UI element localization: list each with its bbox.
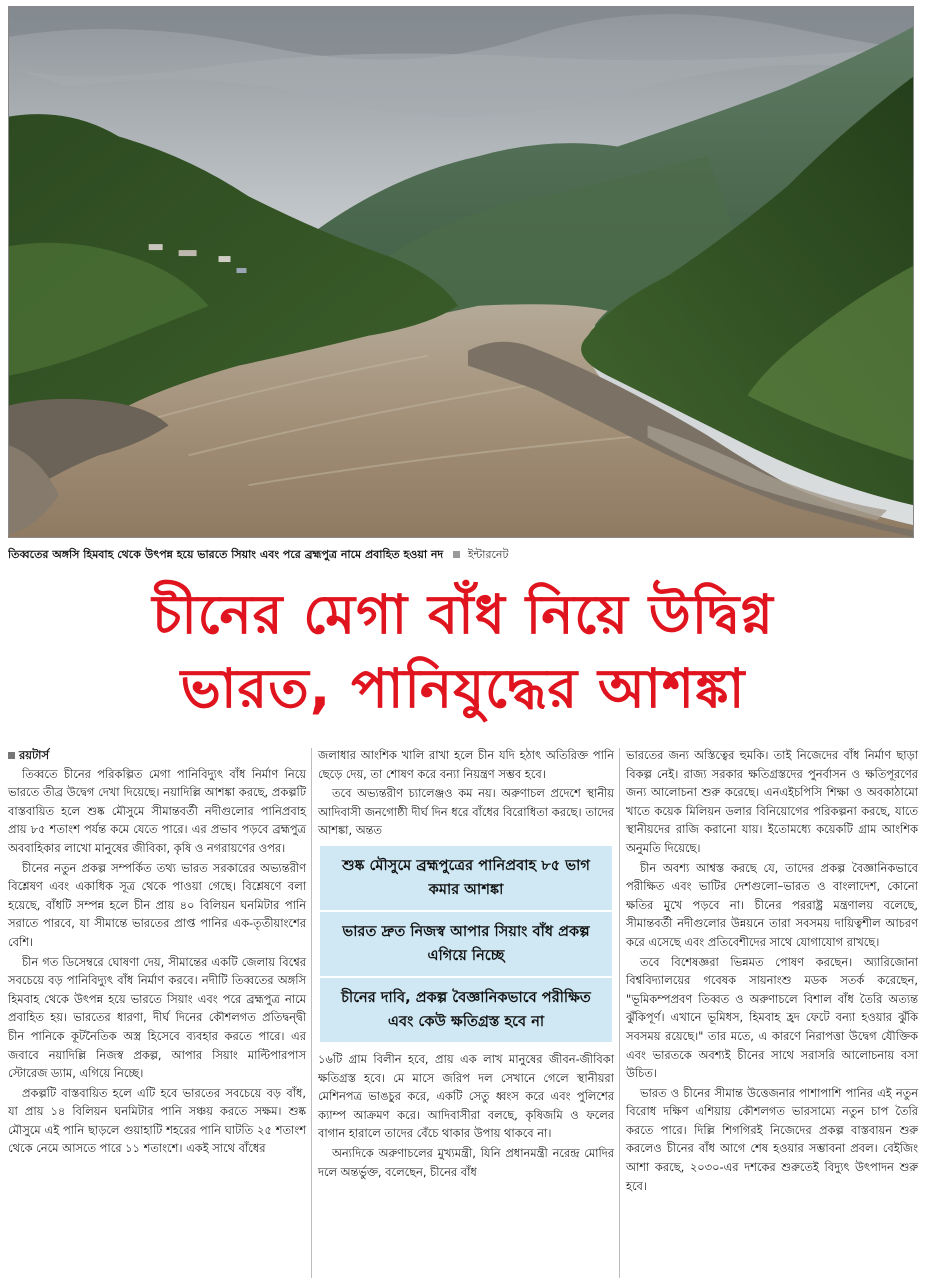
article-column-2 bbox=[318, 746, 614, 1182]
article-column-1 bbox=[8, 746, 306, 1159]
headline bbox=[0, 578, 926, 726]
paragraph: চীন গত ডিসেম্বরে ঘোষণা দেয়, সীমান্তের একটি জেলায় বিশ্বের সবচেয়ে বড় পানিবিদ্যুৎ বাঁধ নির্মাণ করবে। নদীটি তিব্বতের অঙ্গসি হিমবাহ থেকে উৎপন্ন হয়ে ভারতে সিয়াং এবং পরে ব্রহ্মপুত্র নামে প্রবাহিত হয়। ভারতের ধারণা, দীর্ঘ দিনের কৌশলগত প্রতিদ্বন্দ্বী চীন পানিকে কূটনৈতিক অস্ত্র হিসেবে ব্যবহার করতে পারে। এর জবাবে নয়াদিল্লি নিজস্ব প্রকল্প, আপার সিয়াং মাল্টিপারপাস স্টোরেজ ড্যাম, এগিয়ে নিচ্ছে। bbox=[8, 954, 306, 1081]
paragraph: চীন অবশ্য আশ্বস্ত করছে যে, তাদের প্রকল্প বৈজ্ঞানিকভাবে পরীক্ষিত এবং ভাটির দেশগুলো–ভারত ও বাংলাদেশ, কোনো ক্ষতির মুখে পড়বে না। চীনের পররাষ্ট্র মন্ত্রণালয় বলেছে, সীমান্তবর্তী নদীগুলোর উন্নয়নে তারা সবসময় দায়িত্বশীল আচরণ করে এসেছে এবং প্রতিবেশীদের সাথে যোগাযোগ রাখছে। bbox=[626, 860, 918, 949]
pull-quote-box bbox=[320, 846, 612, 1042]
paragraph: অন্যদিকে অরুণাচলের মুখ্যমন্ত্রী, যিনি প্রধানমন্ত্রী নরেন্দ্র মোদির দলে অন্তর্ভুক্ত, বলেছেন, চীনের বাঁধ bbox=[318, 1145, 614, 1179]
pull-quote: শুষ্ক মৌসুমে ব্রহ্মপুত্রের পানিপ্রবাহ ৮৫ ভাগ কমার আশঙ্কা bbox=[320, 846, 612, 912]
caption-separator-icon bbox=[453, 551, 460, 558]
paragraph: জলাধার আংশিক খালি রাখা হলে চীন যদি হঠাৎ অতিরিক্ত পানি ছেড়ে দেয়, তা শোষণ করে বন্যা নিয়ন্ত্রণ সম্ভব হবে। bbox=[318, 748, 614, 781]
pull-quote: চীনের দাবি, প্রকল্প বৈজ্ঞানিকভাবে পরীক্ষিত এবং কেউ ক্ষতিগ্রস্ত হবে না bbox=[341, 988, 591, 1030]
article-body bbox=[0, 746, 926, 1286]
headline-line-2: ভারত, পানিযুদ্ধের আশঙ্কা bbox=[180, 657, 746, 720]
paragraph: ১৬টি গ্রাম বিলীন হবে, প্রায় এক লাখ মানুষের জীবন-জীবিকা ক্ষতিগ্রস্ত হবে। মে মাসে জরিপ দল সেখানে গেলে স্থানীয়রা মেশিনপত্র ভাঙচুর করে, একটি সেতু ধ্বংস করে এবং পুলিশের ক্যাম্প আক্রমণ করে। আদিবাসীরা বলছে, কৃষিজমি ও ফলের বাগান হারালে তাদের বেঁচে থাকার উপায় থাকবে না। bbox=[318, 1051, 614, 1141]
river-valley-photo bbox=[8, 6, 914, 538]
paragraph: ভারতের জন্য অস্তিত্বের হুমকি। তাই নিজেদের বাঁধ নির্মাণ ছাড়া বিকল্প নেই। রাজ্য সরকার ক্ষতিগ্রস্তদের পুনর্বাসন ও ক্ষতিপূরণের জন্য আলোচনা শুরু করেছে। এনএইচপিসি শিক্ষা ও অবকাঠামো খাতে কয়েক মিলিয়ন ডলার বিনিয়োগের পরিকল্পনা করছে, যাতে স্থানীয়দের রাজি করানো যায়। ইতোমধ্যে কয়েকটি গ্রাম আংশিক অনুমতি দিয়েছে। bbox=[626, 748, 918, 855]
headline-line-1: চীনের মেগা বাঁধ নিয়ে উদ্বিগ্ন bbox=[152, 583, 774, 646]
photo-credit: ইন্টারনেট bbox=[467, 548, 509, 561]
paragraph: প্রকল্পটি বাস্তবায়িত হলে এটি হবে ভারতের সবচেয়ে বড় বাঁধ, যা প্রায় ১৪ বিলিয়ন ঘনমিটার পানি সঞ্চয় করতে সক্ষম। শুষ্ক মৌসুমে এই পানি ছাড়লে গুয়াহাটি শহরের পানি ঘাটতি ২৫ শতাংশ থেকে নেমে আসতে পারে ১১ শতাংশে। একই সাথে বাঁধের bbox=[8, 1085, 306, 1156]
caption-text: তিব্বতের অঙ্গসি হিমবাহ থেকে উৎপন্ন হয়ে ভারতে সিয়াং এবং পরে ব্রহ্মপুত্র নামে প্রবাহিত হওয়া নদ bbox=[8, 548, 444, 561]
river-landscape-illustration bbox=[9, 7, 913, 537]
byline-bullet-icon bbox=[8, 752, 15, 759]
byline bbox=[8, 746, 306, 765]
paragraph: ভারত ও চীনের সীমান্ত উত্তেজনার পাশাপাশি পানির এই নতুন বিরোধ দক্ষিণ এশিয়ায় কৌশলগত ভারসাম্যে নতুন চাপ তৈরি করতে পারে। দিল্লি শিগগিরই নিজেদের প্রকল্প বাস্তবায়ন শুরু করলেও চীনের বাঁধ আগে শেষ হওয়ার সম্ভাবনা প্রবল। বেইজিং আশা করছে, ২০৩০-এর দশকের শুরুতেই বিদ্যুৎ উৎপাদন শুরু হবে। bbox=[626, 1085, 918, 1193]
paragraph: তবে বিশেষজ্ঞরা ভিন্নমত পোষণ করছেন। অ্যারিজোনা বিশ্ববিদ্যালয়ের গবেষক সায়নাংশু মডক সতর্ক করেছেন, "ভূমিকম্পপ্রবণ তিব্বত ও অরুণাচলে বিশাল বাঁধ তৈরি অত্যন্ত ঝুঁকিপূর্ণ। এখানে ভূমিধস, হিমবাহ হ্রদ ফেটে বন্যা হওয়ার ঝুঁকি সবসময় রয়েছে।" তার মতে, এ কারণে নিরাপত্তা উদ্বেগ যৌক্তিক এবং ভারতকে অবশ্যই চীনের সাথে সরাসরি আলোচনায় বসা উচিত। bbox=[626, 954, 918, 1081]
paragraph: তবে অভ্যন্তরীণ চ্যালেঞ্জও কম নয়। অরুণাচল প্রদেশে স্থানীয় আদিবাসী জনগোষ্ঠী দীর্ঘ দিন ধরে বাঁধের বিরোধিতা করছে। তাদের আশঙ্কা, অন্তত bbox=[318, 786, 614, 838]
paragraph: তিব্বতে চীনের পরিকল্পিত মেগা পানিবিদ্যুৎ বাঁধ নির্মাণ নিয়ে ভারতে তীব্র উদ্বেগ দেখা দিয়েছে। নয়াদিল্লি আশঙ্কা করছে, প্রকল্পটি বাস্তবায়িত হলে শুষ্ক মৌসুমে সীমান্তবর্তী নদীগুলোর পানিপ্রবাহ প্রায় ৮৫ শতাংশ পর্যন্ত কমে যেতে পারে। এর প্রভাব পড়বে ব্রহ্মপুত্র অববাহিকার লাখো মানুষের জীবিকা, কৃষি ও নগরায়ণের ওপর। bbox=[8, 766, 306, 855]
pull-quote: ভারত দ্রুত নিজস্ব আপার সিয়াং বাঁধ প্রকল্প এগিয়ে নিচ্ছে bbox=[320, 912, 612, 978]
photo-caption bbox=[8, 546, 914, 568]
article-column-3 bbox=[626, 746, 918, 1196]
paragraph: চীনের নতুন প্রকল্প সম্পর্কিত তথ্য ভারত সরকারের অভ্যন্তরীণ বিশ্লেষণ এবং একাধিক সূত্র থেকে পাওয়া গেছে। বিশ্লেষণে বলা হয়েছে, বাঁধটি সম্পন্ন হলে চীন প্রায় ৪০ বিলিয়ন ঘনমিটার পানি সরাতে পারবে, যা সীমান্তে ভারতের প্রাপ্ত পানির এক-তৃতীয়াংশের বেশি। bbox=[8, 860, 306, 949]
byline-text: রয়টার্স bbox=[19, 748, 50, 762]
